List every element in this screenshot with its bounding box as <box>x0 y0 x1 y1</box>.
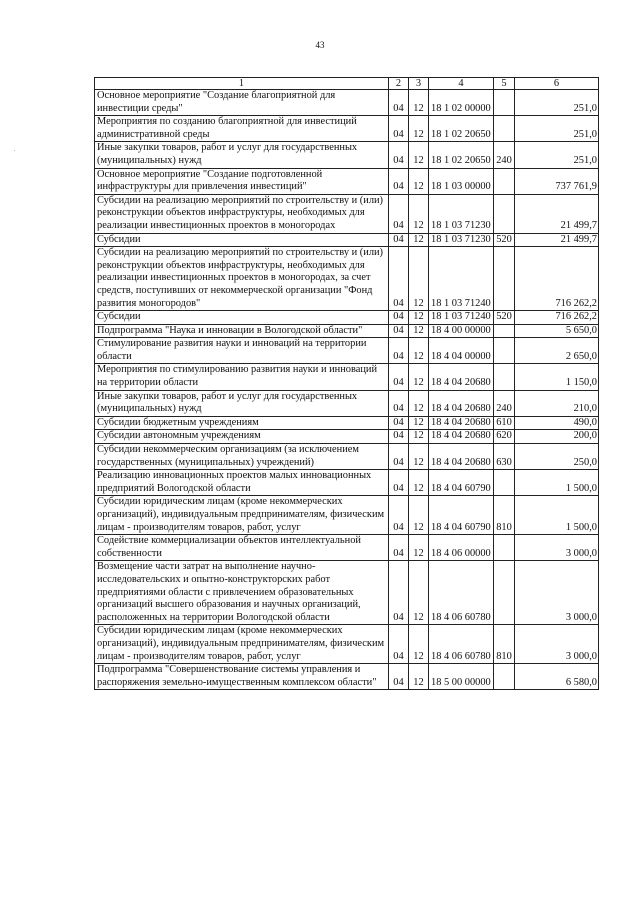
row-expense-type: 240 <box>494 390 515 416</box>
row-target-article: 18 4 04 00000 <box>429 338 494 364</box>
row-section: 04 <box>389 233 409 247</box>
row-name: Субсидии юридическим лицам (кроме некоммерческих организаций), индивидуальным предпринимателям, физическим лицам - производителям товаров, работ, услуг <box>95 625 389 664</box>
row-subsection: 12 <box>409 247 429 311</box>
row-name: Реализацию инновационных проектов малых инновационных предприятий Вологодской области <box>95 470 389 496</box>
row-section: 04 <box>389 324 409 338</box>
row-target-article: 18 5 00 00000 <box>429 664 494 690</box>
row-name: Субсидии юридическим лицам (кроме некоммерческих организаций), индивидуальным предпринимателям, физическим лицам - производителям товаров, работ, услуг <box>95 496 389 535</box>
table-row <box>95 416 599 430</box>
row-section: 04 <box>389 90 409 116</box>
table-row <box>95 142 599 168</box>
page-number: 43 <box>315 40 325 50</box>
row-expense-type <box>494 664 515 690</box>
row-subsection: 12 <box>409 664 429 690</box>
row-name: Содействие коммерциализации объектов интеллектуальной собственности <box>95 535 389 561</box>
row-sum: 716 262,2 <box>515 247 599 311</box>
row-name: Подпрограмма "Совершенствование системы управления и распоряжения земельно-имущественным комплексом области" <box>95 664 389 690</box>
row-sum: 2 650,0 <box>515 338 599 364</box>
row-name: Основное мероприятие "Создание подготовленной инфраструктуры для привлечения инвестиций" <box>95 168 389 194</box>
row-subsection: 12 <box>409 430 429 444</box>
row-expense-type: 810 <box>494 496 515 535</box>
table-row <box>95 194 599 233</box>
table-row <box>95 430 599 444</box>
row-subsection: 12 <box>409 194 429 233</box>
row-sum: 716 262,2 <box>515 311 599 325</box>
header-sum: 6 <box>515 78 599 90</box>
table-row <box>95 233 599 247</box>
row-section: 04 <box>389 664 409 690</box>
row-expense-type <box>494 470 515 496</box>
row-name: Стимулирование развития науки и инноваций на территории области <box>95 338 389 364</box>
row-target-article: 18 4 04 20680 <box>429 390 494 416</box>
header-expense-type: 5 <box>494 78 515 90</box>
row-expense-type: 810 <box>494 625 515 664</box>
row-name: Иные закупки товаров, работ и услуг для государственных (муниципальных) нужд <box>95 142 389 168</box>
row-name: Субсидии <box>95 233 389 247</box>
table-row <box>95 364 599 390</box>
row-target-article: 18 4 04 60790 <box>429 496 494 535</box>
row-target-article: 18 4 04 20680 <box>429 444 494 470</box>
row-section: 04 <box>389 168 409 194</box>
row-target-article: 18 4 06 00000 <box>429 535 494 561</box>
row-target-article: 18 1 03 00000 <box>429 168 494 194</box>
row-name: Основное мероприятие "Создание благоприятной для инвестиции среды" <box>95 90 389 116</box>
row-subsection: 12 <box>409 364 429 390</box>
row-sum: 5 650,0 <box>515 324 599 338</box>
row-sum: 200,0 <box>515 430 599 444</box>
header-subsection: 3 <box>409 78 429 90</box>
row-section: 04 <box>389 142 409 168</box>
row-expense-type <box>494 116 515 142</box>
row-sum: 21 499,7 <box>515 233 599 247</box>
row-section: 04 <box>389 416 409 430</box>
row-expense-type <box>494 561 515 625</box>
row-sum: 250,0 <box>515 444 599 470</box>
table-row <box>95 664 599 690</box>
row-expense-type <box>494 247 515 311</box>
row-sum: 737 761,9 <box>515 168 599 194</box>
table-body <box>95 90 599 690</box>
row-name: Субсидии некоммерческим организациям (за исключением государственных (муниципальных) учреждений) <box>95 444 389 470</box>
table-row <box>95 470 599 496</box>
row-section: 04 <box>389 470 409 496</box>
row-target-article: 18 1 03 71230 <box>429 194 494 233</box>
table-row <box>95 444 599 470</box>
table-row <box>95 116 599 142</box>
row-expense-type <box>494 90 515 116</box>
row-subsection: 12 <box>409 390 429 416</box>
row-subsection: 12 <box>409 444 429 470</box>
table-row <box>95 324 599 338</box>
row-section: 04 <box>389 247 409 311</box>
row-section: 04 <box>389 338 409 364</box>
row-expense-type <box>494 168 515 194</box>
row-sum: 251,0 <box>515 90 599 116</box>
table-row <box>95 338 599 364</box>
row-subsection: 12 <box>409 416 429 430</box>
table-row <box>95 90 599 116</box>
row-expense-type: 520 <box>494 233 515 247</box>
row-name: Субсидии на реализацию мероприятий по строительству и (или) реконструкции объектов инфраструктуры, необходимых для реализации инвестиционных проектов в моногородах, за счет средств, поступивших от некоммерческой организации "Фонд развития моногородов" <box>95 247 389 311</box>
row-section: 04 <box>389 535 409 561</box>
row-expense-type: 620 <box>494 430 515 444</box>
row-sum: 6 580,0 <box>515 664 599 690</box>
row-expense-type: 240 <box>494 142 515 168</box>
row-subsection: 12 <box>409 625 429 664</box>
table-row <box>95 496 599 535</box>
table-row <box>95 625 599 664</box>
header-target-article: 4 <box>429 78 494 90</box>
row-expense-type: 520 <box>494 311 515 325</box>
row-subsection: 12 <box>409 168 429 194</box>
table-header-row <box>95 78 599 90</box>
row-expense-type <box>494 194 515 233</box>
row-name: Подпрограмма "Наука и инновации в Вологодской области" <box>95 324 389 338</box>
table-row <box>95 535 599 561</box>
row-section: 04 <box>389 390 409 416</box>
row-target-article: 18 4 06 60780 <box>429 561 494 625</box>
table-row <box>95 561 599 625</box>
row-sum: 1 500,0 <box>515 470 599 496</box>
row-name: Возмещение части затрат на выполнение научно-исследовательских и опытно-конструкторских работ предприятиями области с привлечением образовательных организаций высшего образования и научных организаций, расположенных на территории Вологодской области <box>95 561 389 625</box>
header-name: 1 <box>95 78 389 90</box>
row-sum: 3 000,0 <box>515 625 599 664</box>
row-sum: 3 000,0 <box>515 535 599 561</box>
row-subsection: 12 <box>409 142 429 168</box>
row-target-article: 18 4 04 20680 <box>429 416 494 430</box>
table-row <box>95 390 599 416</box>
row-sum: 251,0 <box>515 142 599 168</box>
row-section: 04 <box>389 311 409 325</box>
table-row <box>95 311 599 325</box>
row-subsection: 12 <box>409 561 429 625</box>
row-expense-type <box>494 338 515 364</box>
row-expense-type <box>494 535 515 561</box>
row-section: 04 <box>389 116 409 142</box>
row-subsection: 12 <box>409 90 429 116</box>
row-subsection: 12 <box>409 496 429 535</box>
table-row <box>95 168 599 194</box>
row-name: Мероприятия по стимулированию развития науки и инноваций на территории области <box>95 364 389 390</box>
row-target-article: 18 4 00 00000 <box>429 324 494 338</box>
row-target-article: 18 1 02 20650 <box>429 142 494 168</box>
row-subsection: 12 <box>409 535 429 561</box>
row-target-article: 18 1 03 71240 <box>429 247 494 311</box>
row-name: Мероприятия по созданию благоприятной для инвестиций административной среды <box>95 116 389 142</box>
row-name: Субсидии <box>95 311 389 325</box>
row-expense-type <box>494 324 515 338</box>
row-expense-type: 610 <box>494 416 515 430</box>
row-target-article: 18 4 04 20680 <box>429 430 494 444</box>
table-row <box>95 247 599 311</box>
row-sum: 21 499,7 <box>515 194 599 233</box>
row-subsection: 12 <box>409 233 429 247</box>
row-section: 04 <box>389 496 409 535</box>
header-section: 2 <box>389 78 409 90</box>
scan-mark <box>14 150 15 151</box>
row-name: Субсидии бюджетным учреждениям <box>95 416 389 430</box>
row-section: 04 <box>389 430 409 444</box>
row-sum: 210,0 <box>515 390 599 416</box>
row-expense-type: 630 <box>494 444 515 470</box>
row-target-article: 18 4 04 20680 <box>429 364 494 390</box>
row-subsection: 12 <box>409 324 429 338</box>
row-target-article: 18 1 02 00000 <box>429 90 494 116</box>
row-section: 04 <box>389 561 409 625</box>
row-section: 04 <box>389 625 409 664</box>
row-sum: 1 500,0 <box>515 496 599 535</box>
row-target-article: 18 4 06 60780 <box>429 625 494 664</box>
row-sum: 251,0 <box>515 116 599 142</box>
row-target-article: 18 4 04 60790 <box>429 470 494 496</box>
row-expense-type <box>494 364 515 390</box>
row-subsection: 12 <box>409 470 429 496</box>
row-subsection: 12 <box>409 116 429 142</box>
row-subsection: 12 <box>409 311 429 325</box>
row-name: Субсидии на реализацию мероприятий по строительству и (или) реконструкции объектов инфраструктуры, необходимых для реализации инвестиционных проектов в моногородах <box>95 194 389 233</box>
row-section: 04 <box>389 364 409 390</box>
row-sum: 3 000,0 <box>515 561 599 625</box>
row-section: 04 <box>389 444 409 470</box>
row-sum: 1 150,0 <box>515 364 599 390</box>
row-name: Субсидии автономным учреждениям <box>95 430 389 444</box>
row-target-article: 18 1 03 71240 <box>429 311 494 325</box>
row-section: 04 <box>389 194 409 233</box>
row-name: Иные закупки товаров, работ и услуг для государственных (муниципальных) нужд <box>95 390 389 416</box>
row-sum: 490,0 <box>515 416 599 430</box>
row-subsection: 12 <box>409 338 429 364</box>
budget-table <box>94 77 599 690</box>
row-target-article: 18 1 02 20650 <box>429 116 494 142</box>
row-target-article: 18 1 03 71230 <box>429 233 494 247</box>
